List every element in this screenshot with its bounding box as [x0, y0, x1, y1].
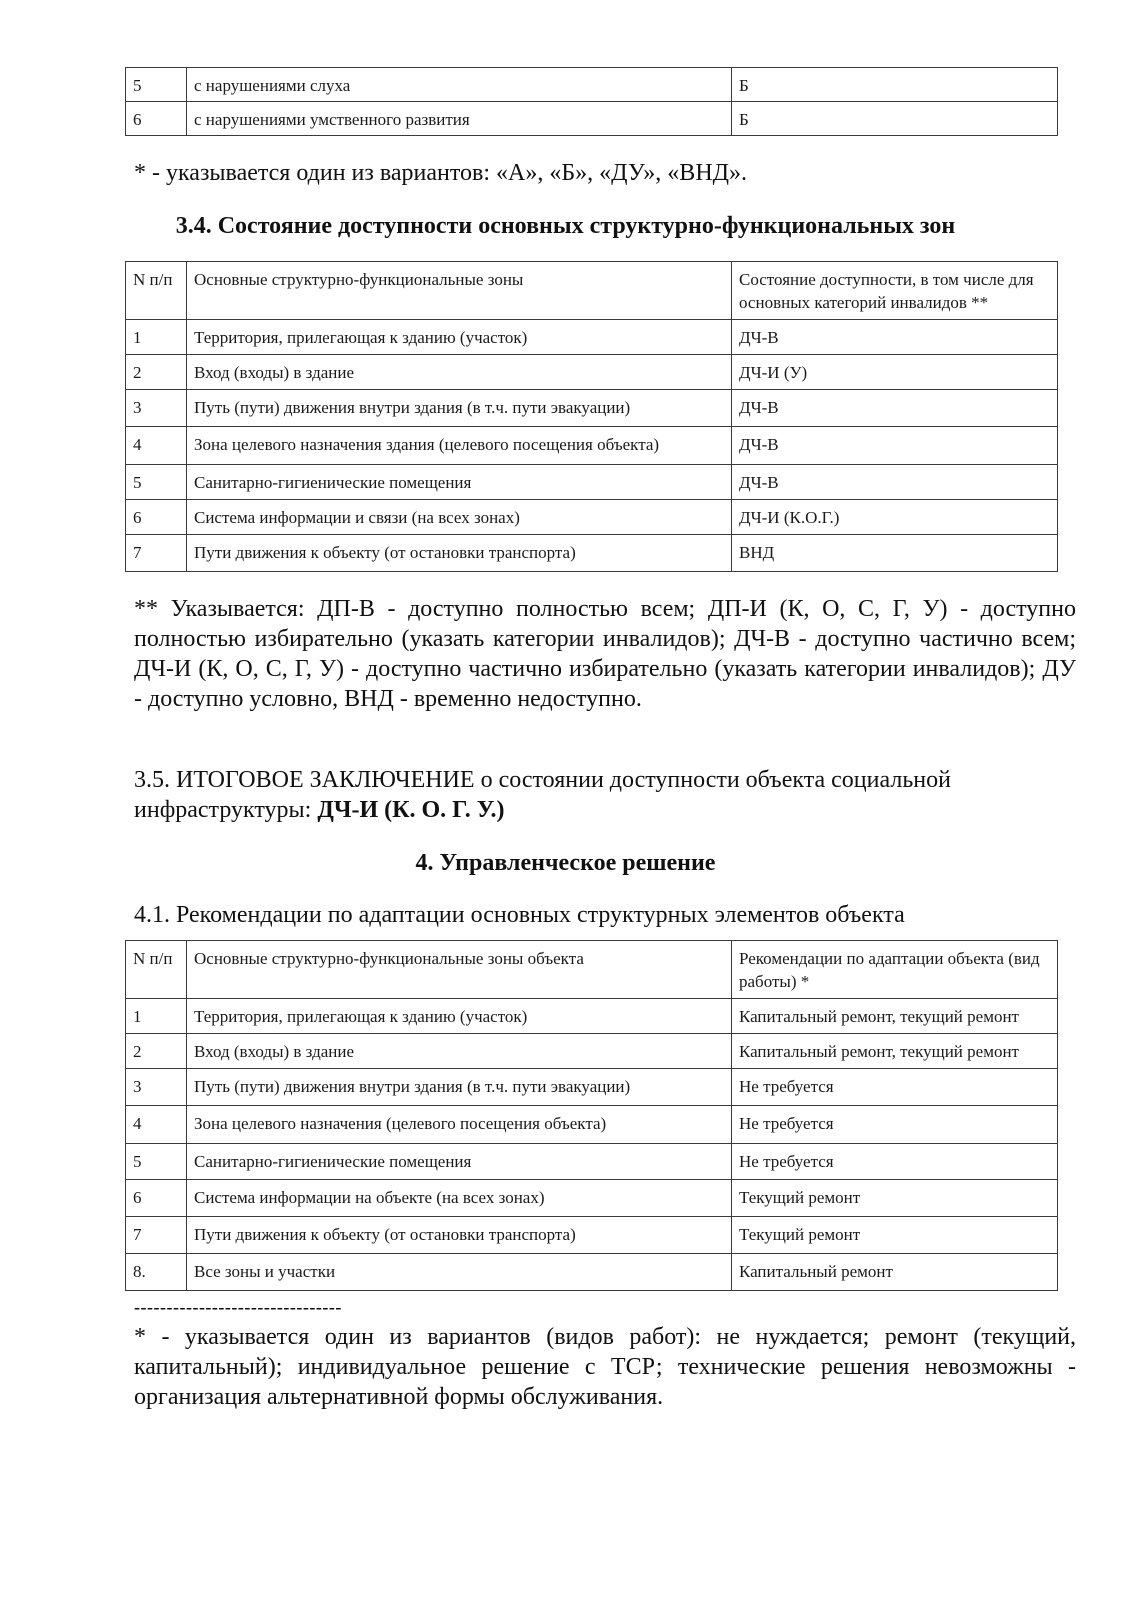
table-cell: 5 — [126, 1144, 187, 1180]
table-cell: Не требуется — [732, 1106, 1058, 1144]
table-cell: Пути движения к объекту (от остановки транспорта) — [187, 1217, 732, 1254]
table-cell: Вход (входы) в здание — [187, 1034, 732, 1069]
table-cell: 6 — [126, 500, 187, 535]
table-cell: Все зоны и участки — [187, 1254, 732, 1291]
table-cell: ДЧ-И (К.О.Г.) — [732, 500, 1058, 535]
table-cell: с нарушениями слуха — [187, 68, 732, 102]
table-header-row — [126, 941, 1058, 999]
table-cell: Капитальный ремонт, текущий ремонт — [732, 1034, 1058, 1069]
table-cell: 3 — [126, 1069, 187, 1106]
final-conclusion-value: ДЧ-И (К. О. Г. У.) — [317, 797, 505, 823]
table-row — [126, 1180, 1058, 1217]
table-cell: ДЧ-В — [732, 427, 1058, 465]
table-cell: с нарушениями умственного развития — [187, 102, 732, 136]
table-cell: ДЧ-И (У) — [732, 355, 1058, 390]
table-cell: ДЧ-В — [732, 320, 1058, 355]
footnote-separator: -------------------------------- — [134, 1297, 342, 1317]
table-cell: 7 — [126, 1217, 187, 1254]
table-row — [126, 465, 1058, 500]
table-row — [126, 102, 1058, 136]
table-cell: Вход (входы) в здание — [187, 355, 732, 390]
work-types-note: * - указывается один из вариантов (видов работ): не нуждается; ремонт (текущий, капитальный); индивидуальное решение с ТСР; технические решения невозможны - организация альтернативной формы обслуживания. — [134, 1324, 1076, 1410]
variants-note: * - указывается один из вариантов: «А», «Б», «ДУ», «ВНД». — [134, 160, 748, 186]
table-cell: Не требуется — [732, 1069, 1058, 1106]
header-cell: N п/п — [126, 941, 187, 999]
table-cell: Капитальный ремонт — [732, 1254, 1058, 1291]
table-cell: 8. — [126, 1254, 187, 1291]
header-cell: Состояние доступности, в том числе для основных категорий инвалидов ** — [732, 262, 1058, 320]
section-3-4-title: 3.4. Состояние доступности основных структурно-функциональных зон — [175, 213, 956, 239]
table-cell: Территория, прилегающая к зданию (участок) — [187, 999, 732, 1034]
table-cell: Не требуется — [732, 1144, 1058, 1180]
table-cell: Система информации на объекте (на всех зонах) — [187, 1180, 732, 1217]
table-cell: 1 — [126, 320, 187, 355]
table-row — [126, 1069, 1058, 1106]
table-row — [126, 1144, 1058, 1180]
table-cell: 7 — [126, 535, 187, 572]
table-cell: Пути движения к объекту (от остановки транспорта) — [187, 535, 732, 572]
table-cell: 6 — [126, 1180, 187, 1217]
table-cell: Санитарно-гигиенические помещения — [187, 465, 732, 500]
header-cell: Рекомендации по адаптации объекта (вид работы) * — [732, 941, 1058, 999]
table-cell: 4 — [126, 427, 187, 465]
table-row — [126, 535, 1058, 572]
table-row — [126, 320, 1058, 355]
table-cell: Путь (пути) движения внутри здания (в т.ч. пути эвакуации) — [187, 1069, 732, 1106]
table-row — [126, 68, 1058, 102]
table-cell: 1 — [126, 999, 187, 1034]
table-cell: 5 — [126, 465, 187, 500]
table-cell: 5 — [126, 68, 187, 102]
table-row — [126, 999, 1058, 1034]
table-row — [126, 355, 1058, 390]
table-row — [126, 1217, 1058, 1254]
header-cell: Основные структурно-функциональные зоны — [187, 262, 732, 320]
table-row — [126, 427, 1058, 465]
section-4-1-subtitle: 4.1. Рекомендации по адаптации основных структурных элементов объекта — [134, 902, 905, 928]
final-conclusion — [134, 765, 1034, 825]
header-cell: Основные структурно-функциональные зоны объекта — [187, 941, 732, 999]
table-row — [126, 500, 1058, 535]
table-cell: 2 — [126, 355, 187, 390]
table-cell: Б — [732, 102, 1058, 136]
table-cell: ВНД — [732, 535, 1058, 572]
table-cell: 2 — [126, 1034, 187, 1069]
top-table — [125, 67, 1058, 136]
table-header-row — [126, 262, 1058, 320]
table-cell: 4 — [126, 1106, 187, 1144]
table-row — [126, 390, 1058, 427]
table-cell: ДЧ-В — [732, 465, 1058, 500]
table-cell: Путь (пути) движения внутри здания (в т.ч. пути эвакуации) — [187, 390, 732, 427]
recommendations-table — [125, 940, 1058, 1291]
table-cell: Текущий ремонт — [732, 1180, 1058, 1217]
table-cell: Санитарно-гигиенические помещения — [187, 1144, 732, 1180]
table-cell: Система информации и связи (на всех зонах) — [187, 500, 732, 535]
table-cell: 3 — [126, 390, 187, 427]
table-cell: Текущий ремонт — [732, 1217, 1058, 1254]
table-cell: 6 — [126, 102, 187, 136]
table-row — [126, 1034, 1058, 1069]
accessibility-legend-note: ** Указывается: ДП-В - доступно полностью всем; ДП-И (К, О, С, Г, У) - доступно полностью избирательно (указать категории инвалидов); ДЧ-В - доступно частично всем; ДЧ-И (К, О, С, Г, У) - доступно частично избирательно (указать категории инвалидов); ДУ - доступно условно, ВНД - временно недоступно. — [134, 596, 1076, 712]
table-cell: ДЧ-В — [732, 390, 1058, 427]
header-cell: N п/п — [126, 262, 187, 320]
table-cell: Территория, прилегающая к зданию (участок) — [187, 320, 732, 355]
final-conclusion-text: 3.5. ИТОГОВОЕ ЗАКЛЮЧЕНИЕ о состоянии доступности объекта социальной инфраструктуры: — [134, 767, 951, 823]
table-cell: Б — [732, 68, 1058, 102]
table-row — [126, 1254, 1058, 1291]
table-row — [126, 1106, 1058, 1144]
table-cell: Зона целевого назначения (целевого посещения объекта) — [187, 1106, 732, 1144]
section-4-title: 4. Управленческое решение — [415, 850, 716, 876]
table-cell: Капитальный ремонт, текущий ремонт — [732, 999, 1058, 1034]
accessibility-table — [125, 261, 1058, 572]
table-cell: Зона целевого назначения здания (целевого посещения объекта) — [187, 427, 732, 465]
